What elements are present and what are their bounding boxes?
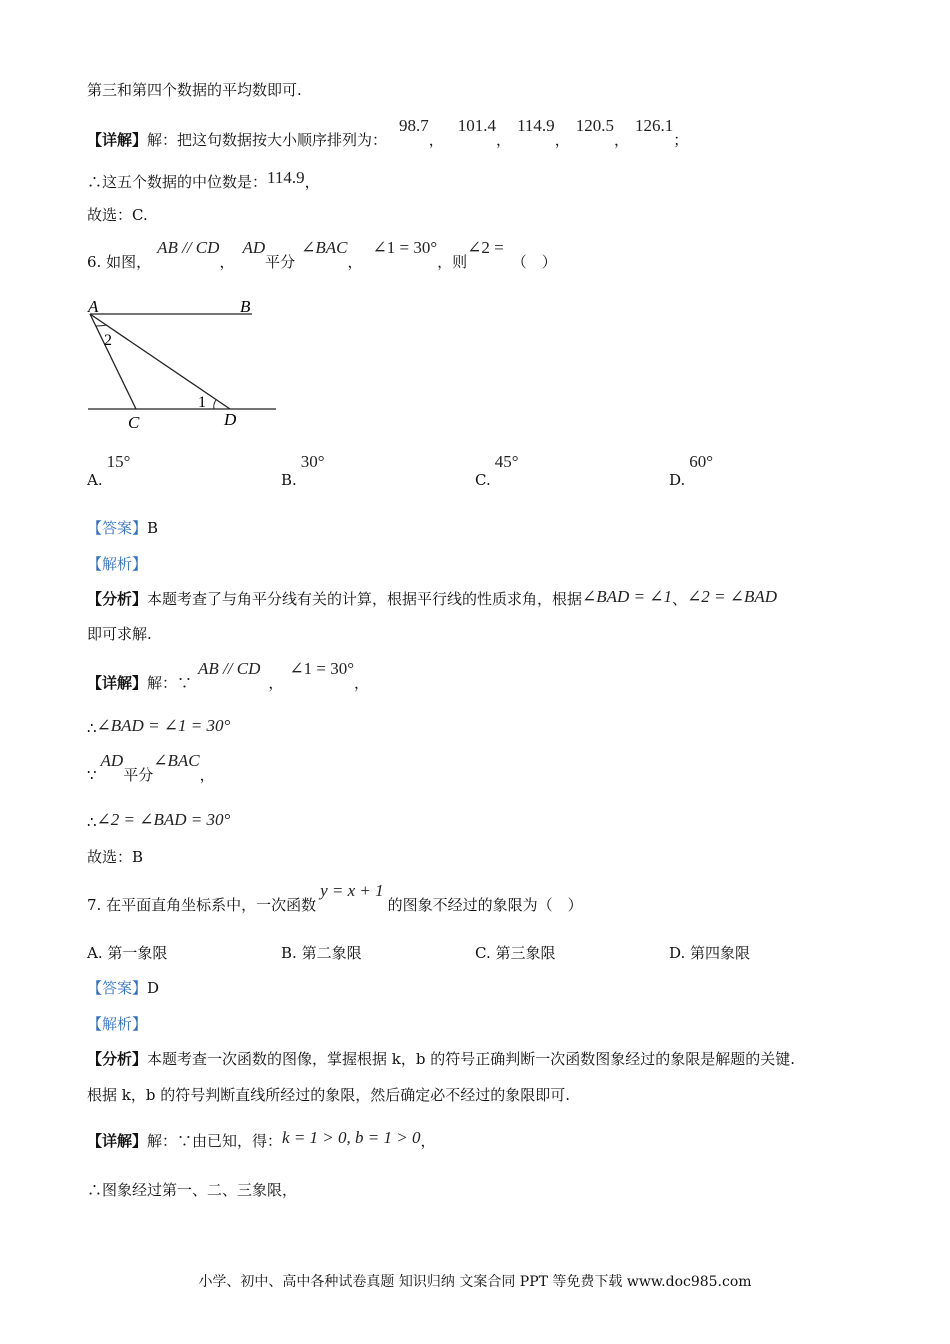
q7-analysis (87, 1014, 147, 1034)
math-function: y = x + 1 (320, 881, 384, 900)
q6-step1 (87, 718, 230, 738)
q6-option-c[interactable] (475, 452, 519, 490)
label-b: B (240, 297, 251, 316)
label-angle-1: 1 (198, 394, 206, 411)
text: 根据 k，b 的符号判断直线所经过的象限，然后确定必不经过的象限即可. (87, 1086, 570, 1104)
answer-value: D (147, 979, 160, 997)
q7-question (87, 881, 583, 915)
q7-option-d[interactable] (669, 942, 750, 963)
line-ad (90, 314, 230, 409)
math-ab-parallel-cd: AB // CD (157, 238, 220, 257)
value-2: 101.4 (457, 116, 497, 135)
option-letter: D. (669, 471, 686, 489)
q6-detail (87, 659, 370, 693)
option-letter: B. (281, 944, 297, 962)
sep: ， (554, 131, 570, 149)
label-c: C (128, 413, 140, 432)
option-letter: B. (281, 471, 297, 489)
text: 解：∵ (147, 674, 193, 692)
geometry-figure (80, 290, 290, 440)
text: ， (268, 674, 284, 692)
option-letter: C. (475, 944, 491, 962)
answer-label: 【答案】 (87, 519, 148, 537)
question-text: 的图象不经过的象限为（ ） (387, 896, 583, 914)
text: ， (420, 1132, 436, 1150)
text: 解：∵由已知，得： (147, 1132, 283, 1150)
detail-text: 解：把这句数据按大小顺序排列为： (147, 131, 388, 149)
median-value: 114.9 (267, 168, 305, 187)
option-value: 第三象限 (495, 944, 556, 962)
q5-detail (87, 116, 689, 150)
q7-option-b[interactable] (281, 942, 362, 963)
text: 、 (672, 590, 688, 608)
q6-answer (87, 518, 158, 538)
fenxi-label: 【分析】 (87, 590, 148, 608)
answer-label: 【答案】 (87, 979, 148, 997)
value-4: 120.5 (575, 116, 614, 135)
text: ，则 (437, 253, 468, 271)
text: ∴这五个数据的中位数是： (87, 173, 268, 191)
q7-answer (87, 978, 159, 998)
text: 第三和第四个数据的平均数即可. (87, 81, 302, 99)
option-value: 30° (300, 452, 325, 471)
text: 即可求解. (87, 625, 152, 643)
option-value: 第二象限 (301, 944, 362, 962)
q7-option-a[interactable] (87, 942, 167, 963)
option-letter: C. (475, 471, 491, 489)
end: ； (673, 131, 689, 149)
angle-arc-1 (214, 400, 216, 409)
analysis-label: 【解析】 (87, 555, 148, 573)
option-value: 60° (689, 452, 714, 471)
sep: ， (613, 131, 629, 149)
q7-fenxi (87, 1049, 795, 1069)
option-letter: A. (87, 471, 103, 489)
option-value: 45° (494, 452, 519, 471)
math: ∠2 = ∠BAD = 30° (96, 810, 231, 829)
q5-conclusion (87, 168, 320, 192)
math: ∠BAC (153, 751, 200, 770)
because-symbol: ∵ (87, 766, 97, 784)
label-angle-2: 2 (104, 332, 112, 349)
q7-fenxi-2 (87, 1085, 570, 1105)
q6-question (87, 238, 557, 272)
sep: ， (496, 131, 512, 149)
math: AB // CD (198, 659, 261, 678)
text: 平分 (265, 253, 296, 271)
value-1: 98.7 (399, 116, 429, 135)
label-a: A (88, 297, 99, 316)
page-footer: 小学、初中、高中各种试卷真题 知识归纳 文案合同 PPT 等免费下载 www.doc985.com (198, 1274, 752, 1290)
q6-option-a[interactable] (87, 452, 131, 490)
q6-option-d[interactable] (669, 452, 714, 490)
math: AD (100, 751, 124, 770)
text-line (87, 80, 302, 100)
text: ， (199, 766, 215, 784)
option-value: 第四象限 (690, 944, 751, 962)
math-ad: AD (242, 238, 266, 257)
line-ac (90, 314, 136, 409)
math: ∠2 = ∠BAD (687, 587, 778, 606)
math: ∠1 = 30° (289, 659, 355, 678)
math: k = 1 > 0, b = 1 > 0 (282, 1128, 421, 1147)
math: ∠BAD = ∠1 (582, 587, 673, 606)
text: ， (354, 674, 370, 692)
question-text: 7. 在平面直角坐标系中，一次函数 (87, 896, 317, 914)
detail-label: 【详解】 (87, 1132, 148, 1150)
value-5: 126.1 (634, 116, 674, 135)
q5-choice (87, 205, 148, 225)
text: 故选：C. (87, 206, 148, 224)
q6-fenxi (87, 589, 777, 609)
q6-analysis (87, 554, 147, 574)
therefore-symbol: ∴ (87, 813, 97, 831)
detail-label: 【详解】 (87, 674, 148, 692)
q7-conclusion (87, 1180, 297, 1200)
text: ， (304, 173, 320, 191)
angle-arc-2 (96, 325, 107, 326)
therefore-symbol: ∴ (87, 719, 97, 737)
question-number: 6. 如图， (87, 253, 152, 271)
math-angle2: ∠2 = (467, 238, 504, 257)
text: 平分 (123, 766, 154, 784)
label-d: D (224, 410, 237, 429)
text: ， (347, 253, 363, 271)
q7-detail (87, 1128, 436, 1151)
option-letter: D. (669, 944, 686, 962)
math-angle-bac: ∠BAC (301, 238, 348, 257)
fenxi-label: 【分析】 (87, 1050, 148, 1068)
q6-step2 (87, 751, 215, 785)
value-3: 114.9 (517, 116, 555, 135)
sep: ， (428, 131, 444, 149)
option-value: 第一象限 (107, 944, 168, 962)
answer-value: B (147, 519, 159, 537)
answer-paren: （ ） (511, 253, 557, 271)
detail-label: 【详解】 (87, 131, 148, 149)
option-value: 15° (106, 452, 131, 471)
math-angle1: ∠1 = 30° (372, 238, 438, 257)
text: 故选：B (87, 848, 144, 866)
q6-fenxi-end (87, 624, 152, 644)
option-letter: A. (87, 944, 103, 962)
text: 本题考查了与角平分线有关的计算，根据平行线的性质求角，根据 (147, 590, 583, 608)
text: ， (219, 253, 235, 271)
text: ∴图象经过第一、二、三象限， (87, 1181, 298, 1199)
analysis-label: 【解析】 (87, 1015, 148, 1033)
q6-choice (87, 847, 143, 867)
q6-step3 (87, 812, 230, 832)
math: ∠BAD = ∠1 = 30° (96, 716, 231, 735)
q6-option-b[interactable] (281, 452, 325, 490)
q7-option-c[interactable] (475, 942, 556, 963)
text: 本题考查一次函数的图像，掌握根据 k，b 的符号正确判断一次函数图象经过的象限是解题的关键. (147, 1050, 796, 1068)
